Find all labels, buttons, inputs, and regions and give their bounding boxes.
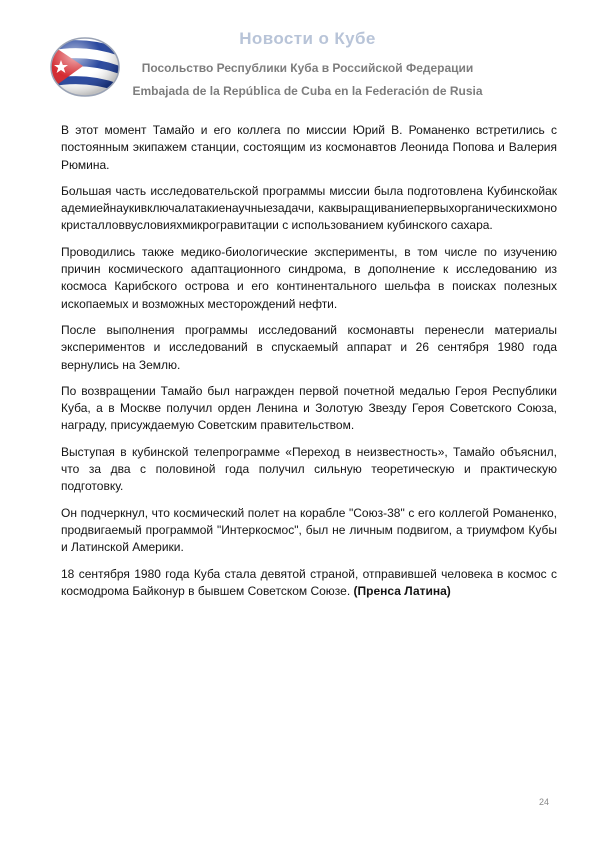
paragraph: По возвращении Тамайо был награжден первой почетной медалью Героя Республики Куба, а в Москве получил орден Ленина и Золотую Звезду Героя Советского Союза, награду, присуждаемую Советским правительством.: [61, 383, 557, 433]
page-header: [0, 0, 597, 110]
article-body: [61, 122, 557, 609]
paragraph: После выполнения программы исследований космонавты перенесли материалы экспериментов и исследований в спускаемый аппарат и 26 сентября 1980 года вернулись на Землю.: [61, 322, 557, 372]
source-attribution: (Пренса Латина): [353, 583, 451, 598]
embassy-name-ru: Посольство Республики Куба в Российской Федерации: [141, 61, 474, 75]
paragraph-final: [61, 566, 557, 601]
paragraph: Большая часть исследовательской программы миссии была подготовлена Кубинскойакадемиейнаукивключалатакиенаучныезадачи, каквыращиваниепервыхорганическихмонокристалловвусловияхмикрогравитации с использованием кубинского сахара.: [61, 183, 557, 233]
paragraph-text: 18 сентября 1980 года Куба стала девятой страной, отправившей человека в космос с космодрома Байконур в бывшем Советском Союзе.: [61, 566, 557, 598]
embassy-name-es: Embajada de la República de Cuba en la Federación de Rusia: [132, 84, 483, 98]
paragraph: Он подчеркнул, что космический полет на корабле "Союз-38" с его коллегой Романенко, продвигаемый программой "Интеркосмос", был не личным подвигом, а триумфом Кубы и Латинской Америки.: [61, 505, 557, 555]
paragraph: Проводились также медико-биологические эксперименты, в том числе по изучению причин космического адаптационного синдрома, в дополнение к исследованию из космоса Карибского острова и его континентального шельфа в поисках полезных ископаемых и возможных месторождений нефти.: [61, 244, 557, 311]
newsletter-title: Новости о Кубе: [239, 29, 376, 48]
page-number: 24: [539, 797, 550, 807]
paragraph: В этот момент Тамайо и его коллега по миссии Юрий В. Романенко встретились с постоянным экипажем станции, состоящим из космонавтов Леонида Попова и Валерия Рюмина.: [61, 123, 557, 172]
paragraph: Выступая в кубинской телепрограмме «Переход в неизвестность», Тамайо объяснил, что за два с половиной года получил сильную теоретическую и практическую подготовку.: [61, 444, 557, 494]
